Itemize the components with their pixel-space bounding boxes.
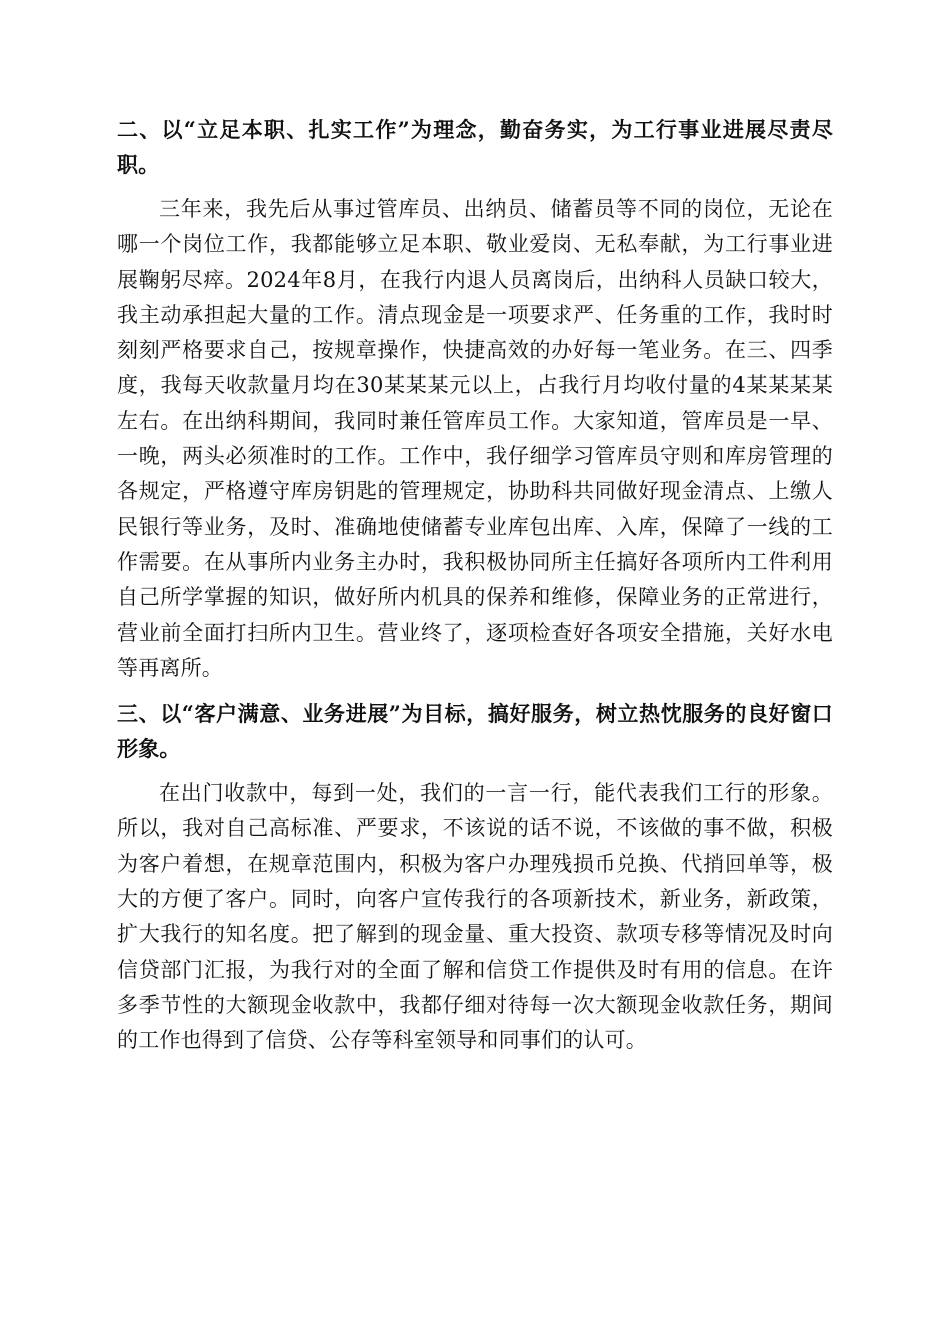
- section-three-paragraph: 在出门收款中，每到一处，我们的一言一行，能代表我们工行的形象。所以，我对自己高标准、严要求，不该说的话不说，不该做的事不做，积极为客户着想，在规章范围内，积极为客户办理残损币兑换、代捎回单等，极大的方便了客户。同时，向客户宣传我行的各项新技术，新业务，新政策，扩大我行的知名度。把了解到的现金量、重大投资、款项专移等情况及时向信贷部门汇报，为我行对的全面了解和信贷工作提供及时有用的信息。在许多季节性的大额现金收款中，我都仔细对待每一次大额现金收款任务，期间的工作也得到了信贷、公存等科室领导和同事们的认可。: [117, 781, 833, 1053]
- document-page: [117, 112, 833, 1059]
- section-two-paragraph: 三年来，我先后从事过管库员、出纳员、储蓄员等不同的岗位，无论在哪一个岗位工作，我都能够立足本职、敬业爱岗、无私奉献，为工行事业进展鞠躬尽瘁。2024年8月，在我行内退人员离岗后，出纳科人员缺口较大，我主动承担起大量的工作。清点现金是一项要求严、任务重的工作，我时时刻刻严格要求自己，按规章操作，快捷高效的办好每一笔业务。在三、四季度，我每天收款量月均在30某某某元以上，占我行月均收付量的4某某某某左右。在出纳科期间，我同时兼任管库员工作。大家知道，管库员是一早、一晚，两头必须准时的工作。工作中，我仔细学习管库员守则和库房管理的各规定，严格遵守库房钥匙的管理规定，协助科共同做好现金清点、上缴人民银行等业务，及时、准确地使储蓄专业库包出库、入库，保障了一线的工作需要。在从事所内业务主办时，我积极协同所主任搞好各项所内工件利用自己所学掌握的知识，做好所内机具的保养和维修，保障业务的正常进行，营业前全面打扫所内卫生。营业终了，逐项检查好各项安全措施，关好水电等再离所。: [117, 197, 833, 680]
- section-two-heading: 二、以“立足本职、扎实工作”为理念，勤奋务实，为工行事业进展尽责尽职。: [117, 117, 833, 177]
- section-three-heading: 三、以“客户满意、业务进展”为目标，搞好服务，树立热忱服务的良好窗口形象。: [117, 701, 833, 762]
